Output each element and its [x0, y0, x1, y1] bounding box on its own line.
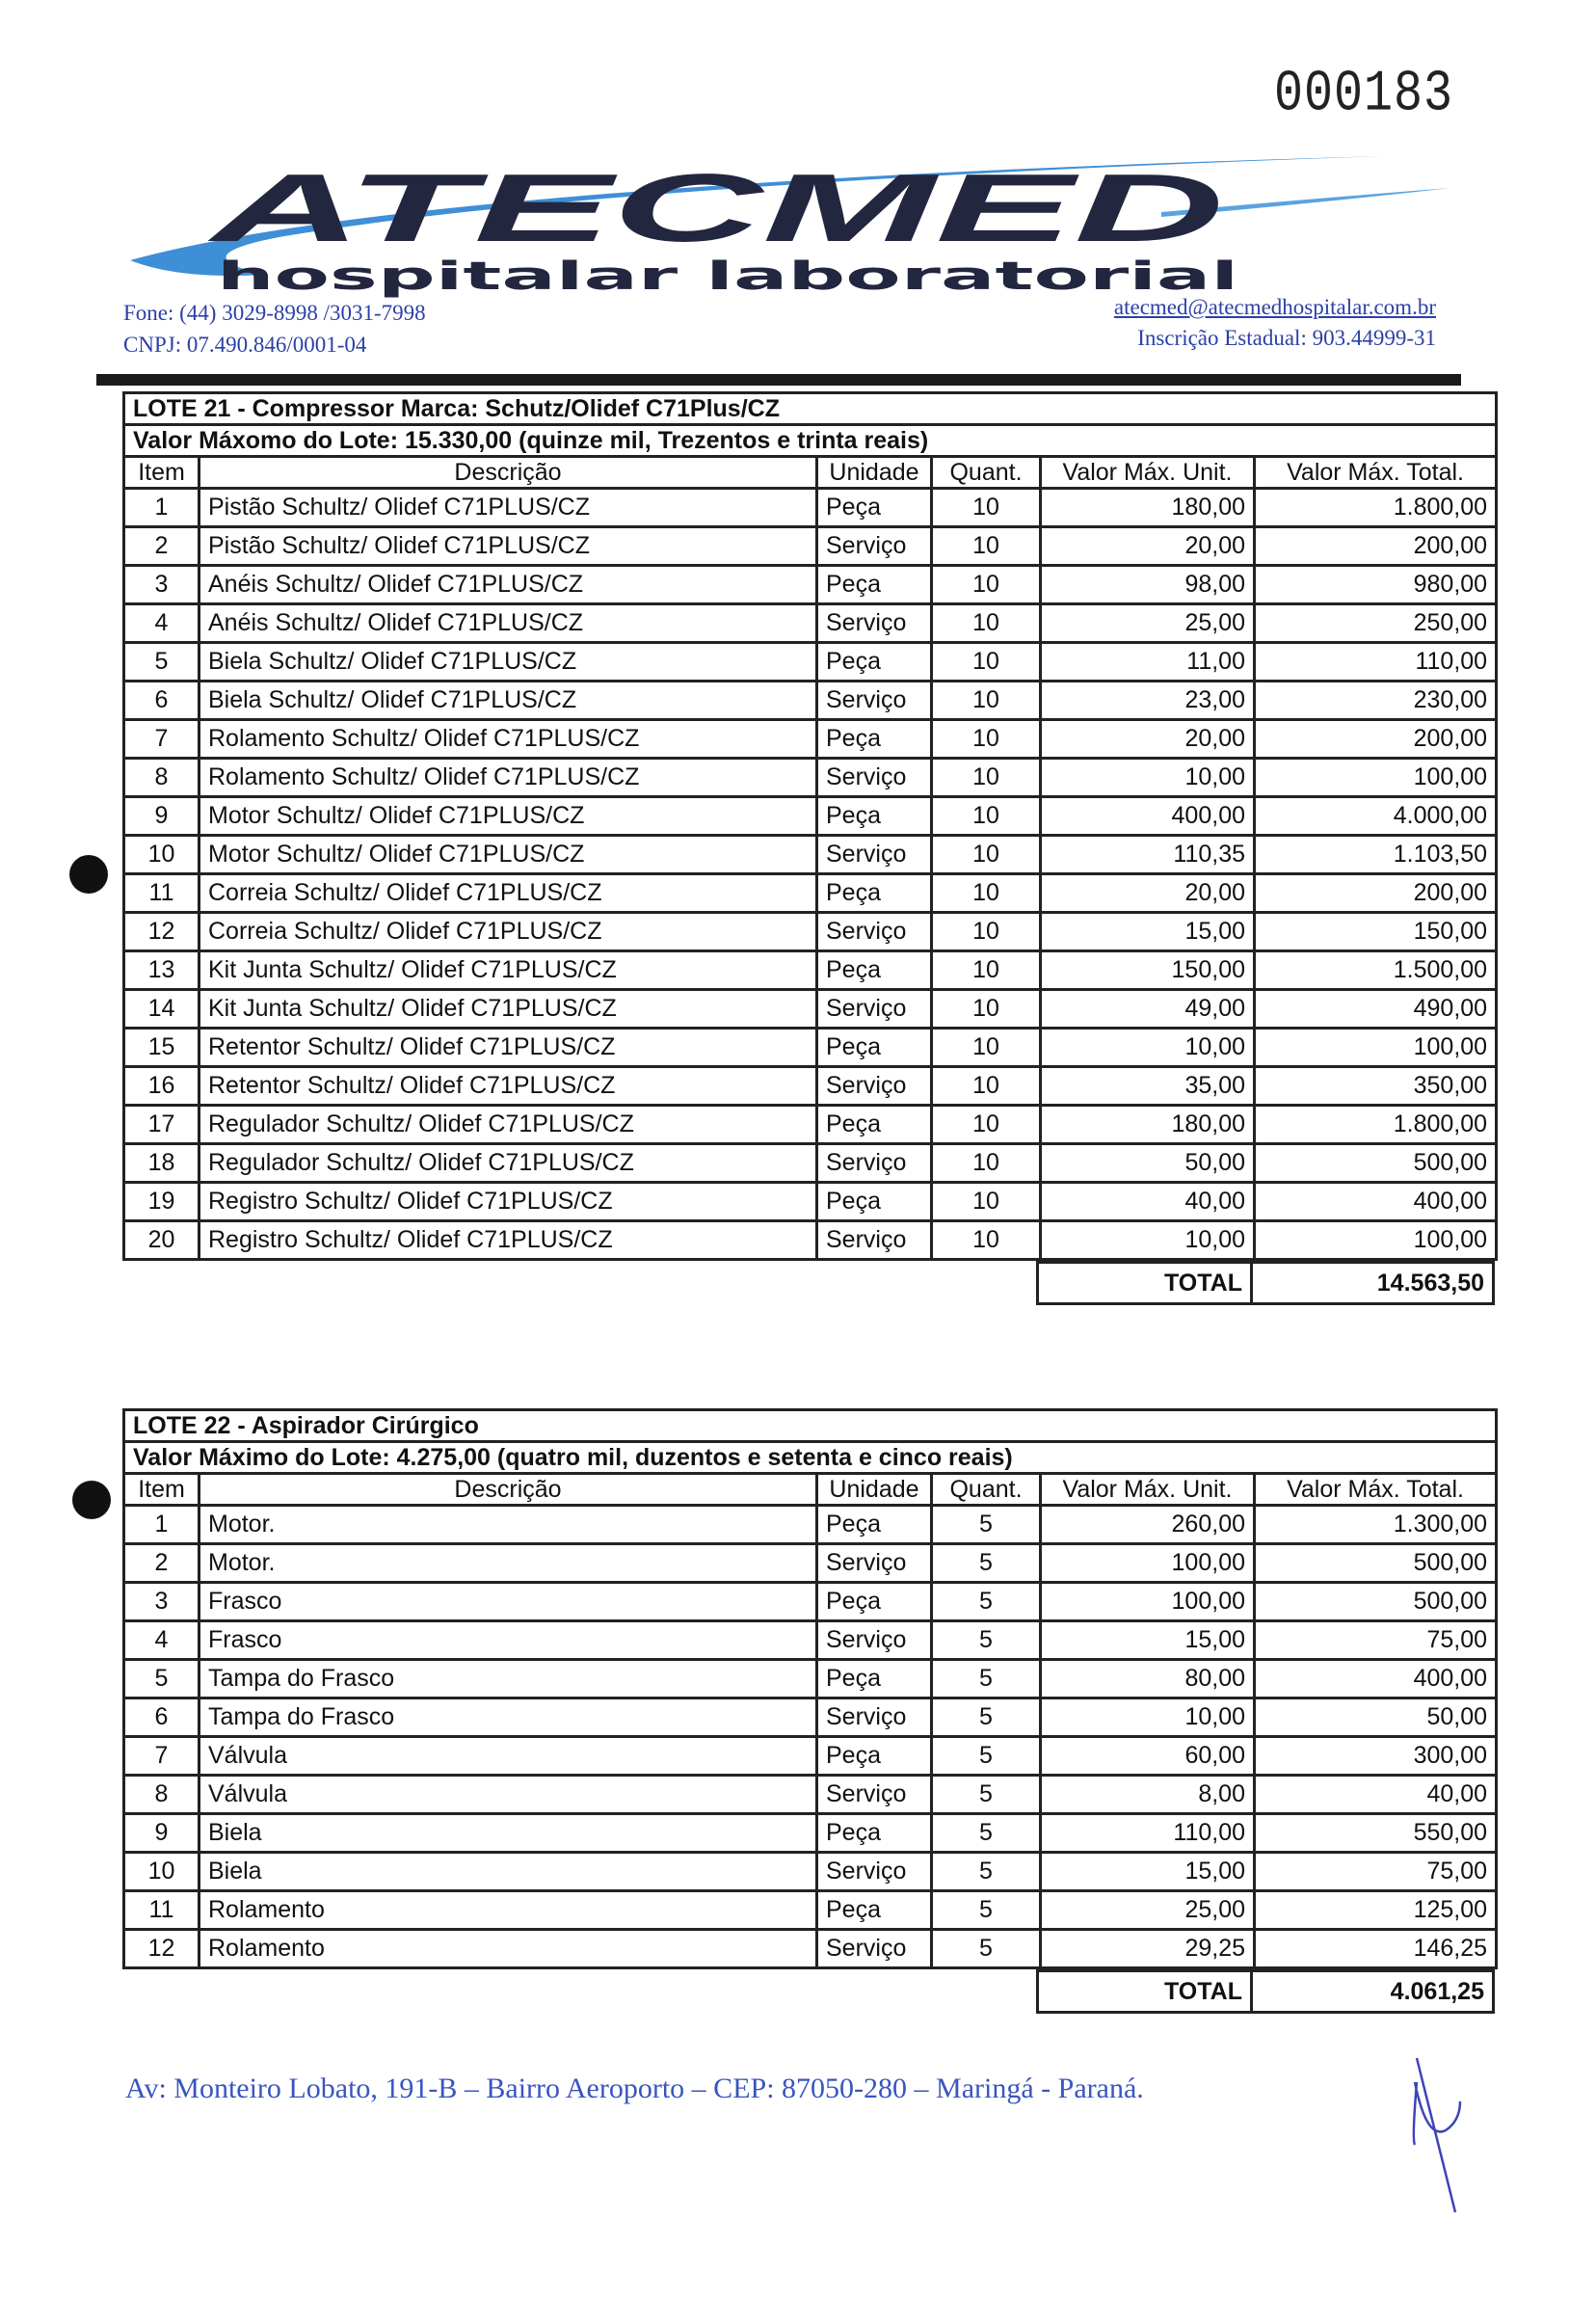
table-cell: 125,00: [1255, 1891, 1497, 1930]
table-cell: Rolamento Schultz/ Olidef C71PLUS/CZ: [200, 720, 817, 759]
table-row: [124, 951, 1497, 990]
table-cell: 10: [932, 759, 1041, 797]
table-cell: Serviço: [817, 1221, 932, 1260]
table-cell: 50,00: [1255, 1698, 1497, 1737]
column-header: Valor Máx. Unit.: [1041, 457, 1255, 489]
header-divider: [96, 374, 1461, 386]
table-cell: 10: [932, 1183, 1041, 1221]
table-cell: 29,25: [1041, 1930, 1255, 1968]
table-cell: 10: [932, 643, 1041, 682]
table-cell: 6: [124, 1698, 200, 1737]
table-cell: Motor.: [200, 1544, 817, 1583]
table-cell: Serviço: [817, 1698, 932, 1737]
table-cell: 500,00: [1255, 1583, 1497, 1621]
signature: [1407, 2053, 1494, 2217]
table-cell: Serviço: [817, 1544, 932, 1583]
lote-22-table: [122, 1408, 1495, 2014]
table-row: [124, 682, 1497, 720]
table-cell: 23,00: [1041, 682, 1255, 720]
table-cell: 110,35: [1041, 836, 1255, 874]
table-cell: 5: [932, 1737, 1041, 1776]
table-cell: 10: [932, 566, 1041, 604]
table-cell: 17: [124, 1106, 200, 1144]
table-cell: 20,00: [1041, 874, 1255, 913]
table-cell: 11: [124, 874, 200, 913]
table-cell: 5: [932, 1776, 1041, 1814]
punch-hole-mark: [72, 1481, 111, 1519]
table-cell: 260,00: [1041, 1506, 1255, 1544]
table-cell: 5: [932, 1544, 1041, 1583]
table-cell: 146,25: [1255, 1930, 1497, 1968]
table-cell: 150,00: [1255, 913, 1497, 951]
total-label: TOTAL: [1038, 1263, 1252, 1304]
table-cell: 1.800,00: [1255, 1106, 1497, 1144]
total-value: 4.061,25: [1252, 1971, 1494, 2013]
table-cell: 5: [932, 1621, 1041, 1660]
table-cell: 100,00: [1041, 1583, 1255, 1621]
lote-title: LOTE 22 - Aspirador Cirúrgico: [124, 1410, 1497, 1442]
table-cell: 100,00: [1041, 1544, 1255, 1583]
table-cell: 4: [124, 604, 200, 643]
table-cell: 5: [932, 1930, 1041, 1968]
atecmed-logo: [120, 145, 1470, 299]
table-cell: 1.800,00: [1255, 489, 1497, 527]
column-header: Valor Máx. Unit.: [1041, 1474, 1255, 1506]
table-cell: 250,00: [1255, 604, 1497, 643]
table-row: [124, 489, 1497, 527]
table-row: [124, 527, 1497, 566]
table-cell: Válvula: [200, 1737, 817, 1776]
table-cell: 10: [932, 720, 1041, 759]
table-cell: 14: [124, 990, 200, 1029]
table-row: [124, 797, 1497, 836]
table-cell: 9: [124, 1814, 200, 1853]
logo-name: ATECMED: [205, 154, 1225, 262]
total-label: TOTAL: [1038, 1971, 1252, 2013]
table-cell: 300,00: [1255, 1737, 1497, 1776]
table-cell: 10: [932, 1144, 1041, 1183]
lote-max-value: Valor Máximo do Lote: 4.275,00 (quatro mil, duzentos e setenta e cinco reais): [124, 1442, 1497, 1474]
table-cell: Serviço: [817, 913, 932, 951]
table-cell: 100,00: [1255, 759, 1497, 797]
table-row: [124, 1183, 1497, 1221]
table-cell: 18: [124, 1144, 200, 1183]
table-cell: 50,00: [1041, 1144, 1255, 1183]
table-cell: 500,00: [1255, 1544, 1497, 1583]
table-cell: Peça: [817, 1506, 932, 1544]
table-row: [124, 1067, 1497, 1106]
punch-hole-mark: [69, 855, 108, 894]
table-cell: 11: [124, 1891, 200, 1930]
table-row: [124, 1698, 1497, 1737]
table-row: [124, 1506, 1497, 1544]
table-cell: Rolamento: [200, 1930, 817, 1968]
table-row: [124, 1814, 1497, 1853]
table-cell: 550,00: [1255, 1814, 1497, 1853]
table-cell: 10: [932, 836, 1041, 874]
table-cell: 20,00: [1041, 527, 1255, 566]
table-cell: 7: [124, 720, 200, 759]
table-cell: Registro Schultz/ Olidef C71PLUS/CZ: [200, 1221, 817, 1260]
table-cell: 10,00: [1041, 1029, 1255, 1067]
table-cell: Peça: [817, 1183, 932, 1221]
table-cell: 10: [932, 874, 1041, 913]
table-cell: 1: [124, 1506, 200, 1544]
column-header: Item: [124, 1474, 200, 1506]
table-cell: Frasco: [200, 1583, 817, 1621]
table-row: [124, 1144, 1497, 1183]
table-cell: 25,00: [1041, 1891, 1255, 1930]
table-row: [124, 604, 1497, 643]
table-cell: Peça: [817, 951, 932, 990]
table-cell: Retentor Schultz/ Olidef C71PLUS/CZ: [200, 1029, 817, 1067]
table-cell: Registro Schultz/ Olidef C71PLUS/CZ: [200, 1183, 817, 1221]
table-cell: 4: [124, 1621, 200, 1660]
table-cell: 60,00: [1041, 1737, 1255, 1776]
table-cell: 15,00: [1041, 1621, 1255, 1660]
document-number: 000183: [1274, 62, 1454, 128]
table-cell: Tampa do Frasco: [200, 1660, 817, 1698]
table-header: [124, 457, 1497, 489]
table-cell: Serviço: [817, 1853, 932, 1891]
table-cell: 15: [124, 1029, 200, 1067]
table-cell: Peça: [817, 643, 932, 682]
table-cell: Peça: [817, 1660, 932, 1698]
table-row: [124, 1891, 1497, 1930]
cnpj-text: CNPJ: 07.490.846/0001-04: [123, 333, 367, 357]
lote-max-value: Valor Máxomo do Lote: 15.330,00 (quinze mil, Trezentos e trinta reais): [124, 425, 1497, 457]
table-cell: 10: [932, 527, 1041, 566]
lote-table: [122, 391, 1498, 1261]
table-cell: Peça: [817, 720, 932, 759]
table-cell: 20,00: [1041, 720, 1255, 759]
table-cell: 15,00: [1041, 913, 1255, 951]
table-cell: Peça: [817, 1029, 932, 1067]
table-cell: 3: [124, 566, 200, 604]
table-cell: 8: [124, 759, 200, 797]
column-header: Descrição: [200, 1474, 817, 1506]
column-header: Valor Máx. Total.: [1255, 457, 1497, 489]
table-cell: 13: [124, 951, 200, 990]
table-cell: Peça: [817, 874, 932, 913]
table-cell: 5: [932, 1583, 1041, 1621]
table-cell: 35,00: [1041, 1067, 1255, 1106]
table-cell: 10: [124, 1853, 200, 1891]
table-cell: Biela: [200, 1814, 817, 1853]
table-cell: Anéis Schultz/ Olidef C71PLUS/CZ: [200, 566, 817, 604]
table-cell: 10: [932, 797, 1041, 836]
table-cell: 98,00: [1041, 566, 1255, 604]
table-cell: 75,00: [1255, 1621, 1497, 1660]
table-cell: 8,00: [1041, 1776, 1255, 1814]
table-cell: 110,00: [1255, 643, 1497, 682]
table-row: [124, 1930, 1497, 1968]
table-cell: 350,00: [1255, 1067, 1497, 1106]
table-row: [124, 1660, 1497, 1698]
table-cell: 15,00: [1041, 1853, 1255, 1891]
table-cell: 150,00: [1041, 951, 1255, 990]
table-cell: Peça: [817, 566, 932, 604]
table-cell: Frasco: [200, 1621, 817, 1660]
table-row: [124, 836, 1497, 874]
table-cell: 490,00: [1255, 990, 1497, 1029]
table-row: [124, 1583, 1497, 1621]
table-cell: 200,00: [1255, 720, 1497, 759]
table-row: [124, 1853, 1497, 1891]
table-cell: Válvula: [200, 1776, 817, 1814]
total-table: [1036, 1969, 1495, 2014]
table-cell: Serviço: [817, 682, 932, 720]
table-cell: 100,00: [1255, 1029, 1497, 1067]
table-cell: Peça: [817, 1583, 932, 1621]
table-cell: 400,00: [1255, 1660, 1497, 1698]
table-cell: Correia Schultz/ Olidef C71PLUS/CZ: [200, 874, 817, 913]
table-cell: Pistão Schultz/ Olidef C71PLUS/CZ: [200, 489, 817, 527]
state-registration-text: Inscrição Estadual: 903.44999-31: [1137, 326, 1436, 350]
table-cell: Peça: [817, 1891, 932, 1930]
table-cell: 6: [124, 682, 200, 720]
table-cell: Pistão Schultz/ Olidef C71PLUS/CZ: [200, 527, 817, 566]
table-cell: Serviço: [817, 1776, 932, 1814]
column-header: Valor Máx. Total.: [1255, 1474, 1497, 1506]
table-cell: 5: [124, 1660, 200, 1698]
table-cell: 11,00: [1041, 643, 1255, 682]
table-cell: 10,00: [1041, 759, 1255, 797]
table-cell: 5: [932, 1814, 1041, 1853]
table-cell: 200,00: [1255, 527, 1497, 566]
lote-table: [122, 1408, 1498, 1969]
table-header: [124, 1474, 1497, 1506]
logo-tagline: hospitalar laboratorial: [217, 254, 1238, 299]
table-cell: 5: [932, 1660, 1041, 1698]
table-cell: Serviço: [817, 836, 932, 874]
table-cell: 10: [932, 1221, 1041, 1260]
table-cell: Peça: [817, 1737, 932, 1776]
column-header: Quant.: [932, 1474, 1041, 1506]
table-cell: Kit Junta Schultz/ Olidef C71PLUS/CZ: [200, 990, 817, 1029]
table-cell: Serviço: [817, 1144, 932, 1183]
table-cell: 12: [124, 913, 200, 951]
table-cell: Tampa do Frasco: [200, 1698, 817, 1737]
email-link[interactable]: atecmed@atecmedhospitalar.com.br: [1113, 295, 1436, 319]
table-cell: 3: [124, 1583, 200, 1621]
table-cell: 180,00: [1041, 489, 1255, 527]
table-cell: Serviço: [817, 1621, 932, 1660]
table-cell: 400,00: [1041, 797, 1255, 836]
table-cell: 400,00: [1255, 1183, 1497, 1221]
table-row: [124, 1776, 1497, 1814]
table-cell: 10: [932, 1067, 1041, 1106]
table-cell: Peça: [817, 1106, 932, 1144]
column-header: Quant.: [932, 457, 1041, 489]
table-cell: Serviço: [817, 527, 932, 566]
table-cell: Serviço: [817, 759, 932, 797]
table-cell: 980,00: [1255, 566, 1497, 604]
column-header: Unidade: [817, 1474, 932, 1506]
table-row: [124, 990, 1497, 1029]
table-cell: Biela Schultz/ Olidef C71PLUS/CZ: [200, 682, 817, 720]
table-cell: 180,00: [1041, 1106, 1255, 1144]
table-row: [124, 643, 1497, 682]
total-value: 14.563,50: [1252, 1263, 1494, 1304]
table-cell: 49,00: [1041, 990, 1255, 1029]
table-cell: Motor Schultz/ Olidef C71PLUS/CZ: [200, 836, 817, 874]
table-cell: Serviço: [817, 1067, 932, 1106]
table-cell: 10: [932, 1029, 1041, 1067]
table-cell: Anéis Schultz/ Olidef C71PLUS/CZ: [200, 604, 817, 643]
table-cell: 20: [124, 1221, 200, 1260]
table-cell: Regulador Schultz/ Olidef C71PLUS/CZ: [200, 1106, 817, 1144]
column-header: Item: [124, 457, 200, 489]
phone-text: Fone: (44) 3029-8998 /3031-7998: [123, 301, 426, 325]
table-row: [124, 1221, 1497, 1260]
table-cell: Regulador Schultz/ Olidef C71PLUS/CZ: [200, 1144, 817, 1183]
table-cell: 2: [124, 527, 200, 566]
table-cell: 4.000,00: [1255, 797, 1497, 836]
table-cell: 5: [932, 1891, 1041, 1930]
table-cell: 10: [932, 913, 1041, 951]
table-row: [124, 566, 1497, 604]
table-cell: 9: [124, 797, 200, 836]
table-cell: Serviço: [817, 1930, 932, 1968]
table-cell: Motor Schultz/ Olidef C71PLUS/CZ: [200, 797, 817, 836]
table-cell: Biela: [200, 1853, 817, 1891]
table-row: [124, 874, 1497, 913]
table-cell: 10: [932, 489, 1041, 527]
table-cell: 75,00: [1255, 1853, 1497, 1891]
table-cell: 1: [124, 489, 200, 527]
table-cell: 10: [932, 604, 1041, 643]
table-cell: 40,00: [1255, 1776, 1497, 1814]
table-cell: Serviço: [817, 990, 932, 1029]
table-row: [124, 759, 1497, 797]
table-cell: Peça: [817, 489, 932, 527]
table-row: [124, 1106, 1497, 1144]
table-cell: 25,00: [1041, 604, 1255, 643]
table-cell: 10: [124, 836, 200, 874]
table-cell: 10: [932, 682, 1041, 720]
table-cell: Retentor Schultz/ Olidef C71PLUS/CZ: [200, 1067, 817, 1106]
table-cell: 10,00: [1041, 1698, 1255, 1737]
table-cell: 5: [932, 1698, 1041, 1737]
table-cell: 5: [124, 643, 200, 682]
table-cell: Peça: [817, 797, 932, 836]
table-cell: Biela Schultz/ Olidef C71PLUS/CZ: [200, 643, 817, 682]
table-cell: 230,00: [1255, 682, 1497, 720]
table-cell: 1.500,00: [1255, 951, 1497, 990]
table-cell: 10,00: [1041, 1221, 1255, 1260]
footer-address: Av: Monteiro Lobato, 191-B – Bairro Aeroporto – CEP: 87050-280 – Maringá - Paraná.: [125, 2073, 1144, 2104]
table-cell: 10: [932, 1106, 1041, 1144]
table-cell: Serviço: [817, 604, 932, 643]
table-cell: 110,00: [1041, 1814, 1255, 1853]
table-cell: 80,00: [1041, 1660, 1255, 1698]
table-cell: 8: [124, 1776, 200, 1814]
table-cell: 10: [932, 951, 1041, 990]
table-cell: Motor.: [200, 1506, 817, 1544]
table-cell: Kit Junta Schultz/ Olidef C71PLUS/CZ: [200, 951, 817, 990]
table-cell: 10: [932, 990, 1041, 1029]
table-cell: 19: [124, 1183, 200, 1221]
table-row: [124, 720, 1497, 759]
column-header: Unidade: [817, 457, 932, 489]
table-row: [124, 913, 1497, 951]
table-cell: 5: [932, 1506, 1041, 1544]
table-cell: 40,00: [1041, 1183, 1255, 1221]
table-cell: 1.300,00: [1255, 1506, 1497, 1544]
table-cell: Rolamento: [200, 1891, 817, 1930]
table-row: [124, 1621, 1497, 1660]
total-table: [1036, 1261, 1495, 1305]
lote-21-table: [122, 391, 1495, 1305]
table-row: [124, 1544, 1497, 1583]
table-cell: 5: [932, 1853, 1041, 1891]
table-cell: 100,00: [1255, 1221, 1497, 1260]
table-cell: 2: [124, 1544, 200, 1583]
table-cell: 16: [124, 1067, 200, 1106]
table-cell: 200,00: [1255, 874, 1497, 913]
table-row: [124, 1029, 1497, 1067]
table-cell: 12: [124, 1930, 200, 1968]
table-cell: 500,00: [1255, 1144, 1497, 1183]
lote-title: LOTE 21 - Compressor Marca: Schutz/Olidef C71Plus/CZ: [124, 393, 1497, 425]
table-cell: Correia Schultz/ Olidef C71PLUS/CZ: [200, 913, 817, 951]
table-cell: 7: [124, 1737, 200, 1776]
table-row: [124, 1737, 1497, 1776]
table-cell: Rolamento Schultz/ Olidef C71PLUS/CZ: [200, 759, 817, 797]
table-cell: Peça: [817, 1814, 932, 1853]
column-header: Descrição: [200, 457, 817, 489]
table-cell: 1.103,50: [1255, 836, 1497, 874]
